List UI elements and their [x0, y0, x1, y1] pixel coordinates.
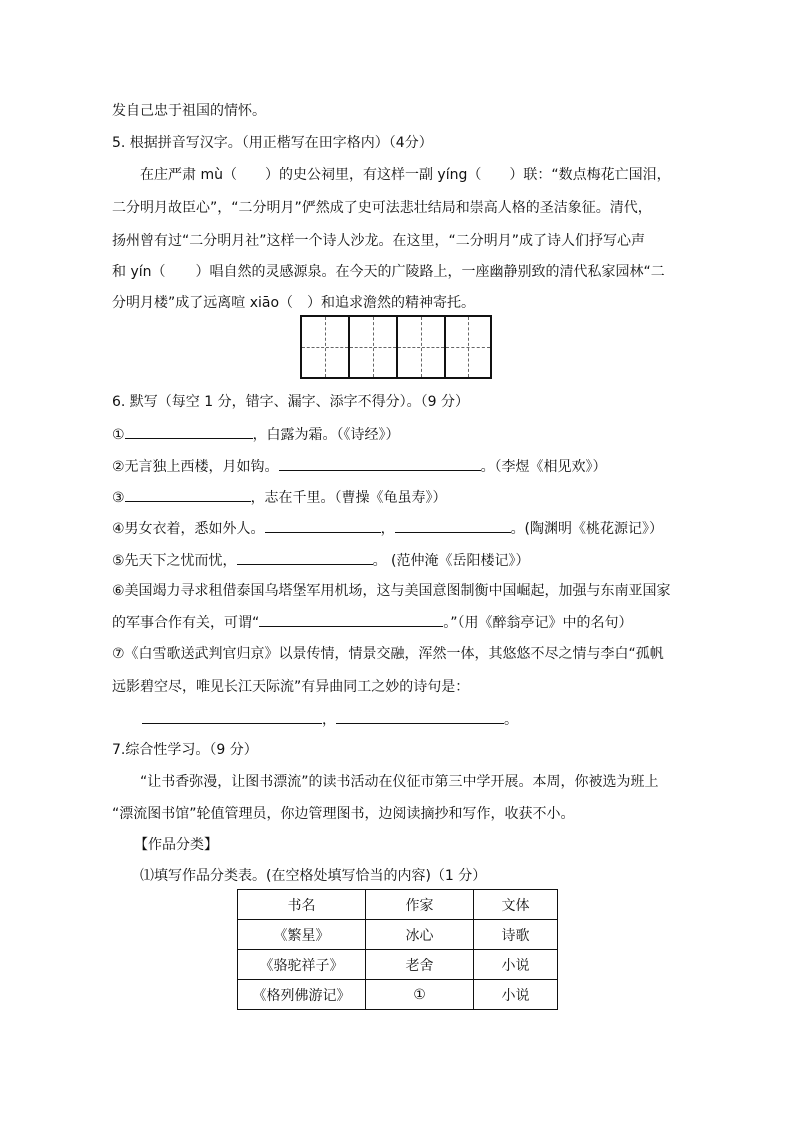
q6-item-7-line-1: ⑦《白雪歌送武判官归京》以景传情，情景交融，浑然一体，其悠悠不尽之情与李白“孤帆: [112, 646, 664, 662]
q6-item-3: ③ ，志在千里。（曹操《龟虽寿》）: [112, 487, 447, 508]
table-cell: 小说: [474, 980, 558, 1010]
table-cell: 诗歌: [474, 920, 558, 950]
table-header: 书名: [238, 890, 366, 920]
fill-blank[interactable]: [125, 424, 253, 439]
q7-title: 7.综合性学习。（9 分）: [112, 742, 258, 758]
table-header: 作家: [366, 890, 474, 920]
table-row: [238, 950, 558, 980]
q5-title: 5. 根据拼音写汉字。（用正楷写在田字格内）（4分）: [112, 135, 433, 151]
intro-end: 发自己忠于祖国的情怀。: [112, 103, 266, 119]
table-cell: 小说: [474, 950, 558, 980]
table-row: [238, 920, 558, 950]
q5-paragraph-line-5: 分明月楼”成了远离喧 xiāo（ ）和追求澹然的精神寄托。: [112, 295, 476, 311]
fill-blank[interactable]: [142, 709, 322, 724]
q7-section-heading: 【作品分类】: [134, 837, 218, 853]
q5-paragraph-line-3: 扬州曾有过“二分明月社”这样一个诗人沙龙。在这里，“二分明月”成了诗人们抒写心声: [112, 233, 646, 249]
q6-item-4: ④男女衣着，悉如外人。 ， 。(陶渊明《桃花源记》）: [112, 518, 663, 539]
table-header-row: [238, 890, 558, 920]
table-cell: 冰心: [366, 920, 474, 950]
fill-blank[interactable]: [125, 487, 251, 502]
tianzige-grid[interactable]: [300, 315, 492, 379]
q7-paragraph-line-2: “漂流图书馆”轮值管理员，你边管理图书，边阅读摘抄和写作，收获不小。: [112, 806, 575, 822]
table-cell: 《格列佛游记》: [238, 980, 366, 1010]
table-row: [238, 980, 558, 1010]
q5-paragraph-line-2: 二分明月故臣心”，“二分明月”俨然成了史可法悲壮结局和崇高人格的圣洁象征。清代，: [112, 200, 652, 216]
answer-cell[interactable]: ①: [366, 980, 474, 1010]
fill-blank[interactable]: [395, 518, 511, 533]
q6-item-7-line-3: ， 。: [142, 709, 518, 730]
table-cell: 《骆驼祥子》: [238, 950, 366, 980]
q5-paragraph-line-1: 在庄严肃 mù（ ）的史公祠里，有这样一副 yíng（ ）联：“数点梅花亡国泪，: [140, 167, 671, 183]
fill-blank[interactable]: [265, 518, 381, 533]
q7-paragraph-line-1: “让书香弥漫，让图书漂流”的读书活动在仪征市第三中学开展。本周，你被选为班上: [140, 774, 659, 790]
fill-blank[interactable]: [237, 550, 373, 565]
tianzige-cell[interactable]: [444, 315, 492, 379]
fill-blank[interactable]: [279, 456, 481, 471]
q6-item-7-line-2: 远影碧空尽，唯见长江天际流”有异曲同工之妙的诗句是：: [112, 679, 470, 695]
tianzige-cell[interactable]: [300, 315, 348, 379]
tianzige-cell[interactable]: [348, 315, 396, 379]
q6-item-2: ②无言独上西楼，月如钩。 。（李煜《相见欢》）: [112, 456, 607, 477]
q6-item-1: ① ，白露为霜。（《诗经》）: [112, 424, 400, 445]
q7-subquestion-1: ⑴填写作品分类表。(在空格处填写恰当的内容)（1 分）: [140, 868, 487, 884]
q6-item-6-line-1: ⑥美国竭力寻求租借泰国乌塔堡军用机场，这与美国意图制衡中国崛起，加强与东南亚国家: [112, 583, 671, 599]
table-cell: 老舍: [366, 950, 474, 980]
q6-item-5: ⑤先天下之忧而忧， 。 (范仲淹《岳阳楼记》）: [112, 550, 529, 571]
tianzige-cell[interactable]: [396, 315, 444, 379]
q5-paragraph-line-4: 和 yín（ ）唱自然的灵感源泉。在今天的广陵路上，一座幽静别致的清代私家园林“二: [112, 264, 665, 280]
table-header: 文体: [474, 890, 558, 920]
q6-item-6-line-2: 的军事合作有关，可谓“ 。”（用《醉翁亭记》中的名句）: [112, 612, 633, 633]
works-classification-table: [237, 889, 558, 1010]
fill-blank[interactable]: [259, 612, 443, 627]
table-cell: 《繁星》: [238, 920, 366, 950]
fill-blank[interactable]: [336, 709, 504, 724]
q6-title: 6. 默写（每空 1 分，错字、漏字、添字不得分）。（9 分）: [112, 394, 469, 410]
